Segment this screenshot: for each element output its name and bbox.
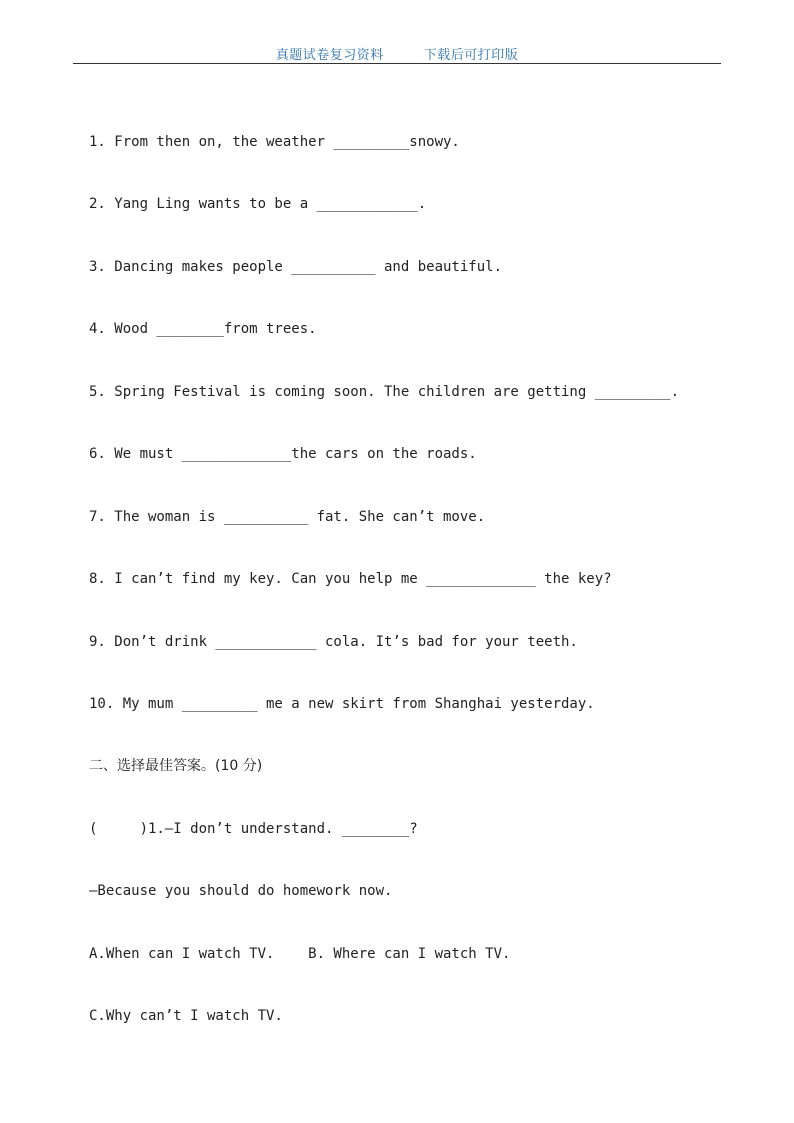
page-header xyxy=(0,44,794,63)
header-divider xyxy=(73,63,721,64)
choice-question-1-answer: —Because you should do homework now. xyxy=(89,883,393,899)
section-2-title: 二、选择最佳答案。(10 分) xyxy=(89,758,263,774)
fill-in-item-10: 10. My mum _________ me a new skirt from Shanghai yesterday. xyxy=(89,696,595,712)
fill-in-item-2: 2. Yang Ling wants to be a ____________. xyxy=(89,196,427,212)
fill-in-item-1: 1. From then on, the weather _________snowy. xyxy=(89,134,460,150)
fill-in-item-8: 8. I can’t find my key. Can you help me _____________ the key? xyxy=(89,571,612,587)
choice-question-1-option-c: C.Why can’t I watch TV. xyxy=(89,1008,283,1024)
fill-in-item-5: 5. Spring Festival is coming soon. The children are getting _________. xyxy=(89,384,680,400)
header-left-text: 真题试卷复习资料 xyxy=(275,48,384,63)
choice-question-1: ( )1.—I don’t understand. ________? xyxy=(89,821,418,837)
fill-in-item-4: 4. Wood ________from trees. xyxy=(89,321,317,337)
fill-in-item-6: 6. We must _____________the cars on the roads. xyxy=(89,446,477,462)
fill-in-item-7: 7. The woman is __________ fat. She can’t move. xyxy=(89,509,486,525)
choice-question-1-options-ab: A.When can I watch TV. B. Where can I watch TV. xyxy=(89,946,511,962)
header-right-text: 下载后可打印版 xyxy=(423,48,519,63)
fill-in-item-3: 3. Dancing makes people __________ and beautiful. xyxy=(89,259,503,275)
fill-in-item-9: 9. Don’t drink ____________ cola. It’s bad for your teeth. xyxy=(89,634,578,650)
